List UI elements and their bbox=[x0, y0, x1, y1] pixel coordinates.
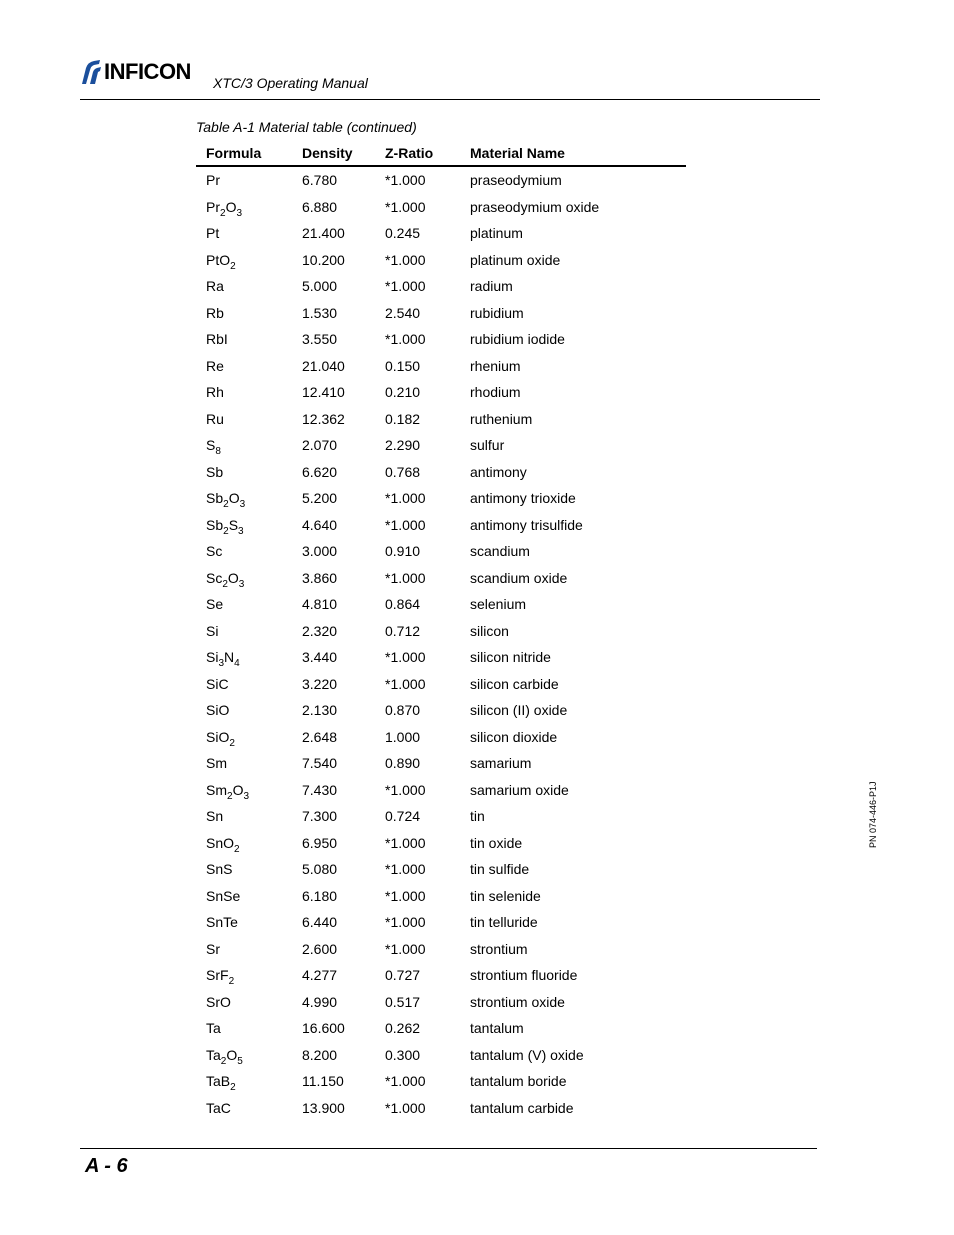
table-row bbox=[196, 1015, 686, 1042]
density-cell: 4.277 bbox=[302, 967, 338, 984]
z-ratio-cell: 0.300 bbox=[385, 1046, 421, 1063]
material-name-cell: rubidium iodide bbox=[470, 331, 565, 348]
table-row bbox=[196, 724, 686, 751]
formula-text: Re bbox=[206, 357, 224, 374]
formula-subscript: 2 bbox=[220, 1055, 227, 1067]
formula-text: RbI bbox=[206, 331, 228, 348]
formula-subscript: 2 bbox=[220, 207, 226, 219]
formula-cell bbox=[196, 702, 302, 718]
formula-cell bbox=[196, 1100, 302, 1116]
formula-subscript: 2 bbox=[228, 976, 235, 988]
table-row bbox=[196, 644, 686, 671]
formula-cell bbox=[196, 225, 302, 241]
formula-text: SrO bbox=[206, 993, 231, 1010]
formula-cell bbox=[196, 411, 302, 427]
material-name-cell: tantalum (V) oxide bbox=[470, 1046, 584, 1063]
table-row bbox=[196, 883, 686, 910]
formula-text: SrF bbox=[206, 967, 229, 984]
formula-cell bbox=[196, 596, 302, 612]
density-cell: 6.780 bbox=[302, 172, 338, 189]
formula-cell bbox=[196, 861, 302, 877]
density-cell: 3.550 bbox=[302, 331, 338, 348]
table-row bbox=[196, 750, 686, 777]
material-name-cell: tin sulfide bbox=[470, 861, 530, 878]
table-row bbox=[196, 326, 686, 353]
density-cell: 6.950 bbox=[302, 834, 338, 851]
material-name-cell: platinum bbox=[470, 225, 523, 242]
formula-text: TaC bbox=[206, 1099, 231, 1116]
formula-cell bbox=[196, 516, 302, 537]
density-cell: 5.000 bbox=[302, 278, 338, 295]
page-number: A - 6 bbox=[85, 1155, 128, 1177]
density-cell: 2.070 bbox=[302, 437, 338, 454]
density-cell: 4.640 bbox=[302, 516, 338, 533]
table-row bbox=[196, 989, 686, 1016]
formula-text: O bbox=[225, 198, 237, 215]
formula-cell bbox=[196, 251, 302, 272]
density-cell: 2.648 bbox=[302, 728, 338, 745]
column-header-material-name: Material Name bbox=[470, 145, 565, 161]
density-cell: 3.220 bbox=[302, 675, 338, 692]
formula-cell bbox=[196, 358, 302, 374]
z-ratio-cell: *1.000 bbox=[385, 331, 426, 348]
formula-text: TaB bbox=[206, 1073, 231, 1090]
formula-cell bbox=[196, 781, 302, 802]
material-name-cell: radium bbox=[470, 278, 513, 295]
header-divider bbox=[80, 99, 820, 100]
formula-text: Sc bbox=[206, 543, 223, 560]
z-ratio-cell: 0.910 bbox=[385, 543, 421, 560]
z-ratio-cell: *1.000 bbox=[385, 940, 426, 957]
density-cell: 1.530 bbox=[302, 304, 338, 321]
formula-subscript: 2 bbox=[234, 843, 240, 855]
formula-cell bbox=[196, 914, 302, 930]
table-row bbox=[196, 618, 686, 645]
table-body bbox=[196, 167, 686, 1121]
table-row bbox=[196, 512, 686, 539]
formula-cell bbox=[196, 888, 302, 904]
formula-text: PtO bbox=[206, 251, 231, 268]
formula-text: Sr bbox=[206, 940, 220, 957]
formula-cell bbox=[196, 941, 302, 957]
footer-divider bbox=[80, 1148, 817, 1149]
document-title: XTC/3 Operating Manual bbox=[213, 75, 368, 91]
table-row bbox=[196, 962, 686, 989]
table-row bbox=[196, 300, 686, 327]
table-row bbox=[196, 1042, 686, 1069]
z-ratio-cell: *1.000 bbox=[385, 861, 426, 878]
formula-subscript: 4 bbox=[234, 658, 240, 670]
z-ratio-cell: 0.727 bbox=[385, 967, 421, 984]
material-name-cell: scandium bbox=[470, 543, 530, 560]
material-name-cell: sulfur bbox=[470, 437, 505, 454]
table-row bbox=[196, 909, 686, 936]
formula-subscript: 2 bbox=[227, 790, 233, 802]
table-header-row bbox=[196, 141, 686, 167]
density-cell: 10.200 bbox=[302, 251, 345, 268]
material-name-cell: tantalum boride bbox=[470, 1073, 567, 1090]
density-cell: 6.880 bbox=[302, 198, 338, 215]
material-name-cell: selenium bbox=[470, 596, 527, 613]
table-row bbox=[196, 803, 686, 830]
formula-subscript: 3 bbox=[236, 207, 243, 219]
table-row bbox=[196, 273, 686, 300]
formula-text: Sb bbox=[206, 490, 224, 507]
density-cell: 3.440 bbox=[302, 649, 338, 666]
formula-text: Rh bbox=[206, 384, 224, 401]
table-caption: Table A-1 Material table (continued) bbox=[196, 119, 417, 135]
formula-subscript: 3 bbox=[243, 790, 250, 802]
formula-text: S bbox=[206, 437, 216, 454]
part-number-note: PN 074-446-P1J bbox=[868, 781, 878, 848]
table-row bbox=[196, 459, 686, 486]
formula-cell bbox=[196, 543, 302, 559]
material-name-cell: tin bbox=[470, 808, 485, 825]
material-name-cell: silicon carbide bbox=[470, 675, 559, 692]
formula-cell bbox=[196, 1046, 302, 1067]
z-ratio-cell: *1.000 bbox=[385, 172, 426, 189]
z-ratio-cell: 0.182 bbox=[385, 410, 421, 427]
z-ratio-cell: 0.517 bbox=[385, 993, 421, 1010]
formula-text: Ta bbox=[206, 1020, 221, 1037]
material-name-cell: strontium oxide bbox=[470, 993, 565, 1010]
material-name-cell: antimony trisulfide bbox=[470, 516, 583, 533]
formula-cell bbox=[196, 305, 302, 321]
formula-subscript: 2 bbox=[230, 260, 236, 272]
z-ratio-cell: *1.000 bbox=[385, 569, 426, 586]
z-ratio-cell: 0.870 bbox=[385, 702, 421, 719]
z-ratio-cell: *1.000 bbox=[385, 781, 426, 798]
density-cell: 21.400 bbox=[302, 225, 345, 242]
formula-cell bbox=[196, 623, 302, 639]
table-row bbox=[196, 671, 686, 698]
material-name-cell: praseodymium bbox=[470, 172, 562, 189]
formula-text: SiC bbox=[206, 675, 229, 692]
formula-text: Sb bbox=[206, 516, 224, 533]
formula-cell bbox=[196, 437, 302, 458]
formula-cell bbox=[196, 490, 302, 511]
table-row bbox=[196, 1068, 686, 1095]
density-cell: 6.180 bbox=[302, 887, 338, 904]
formula-text: SnSe bbox=[206, 887, 241, 904]
material-name-cell: tin telluride bbox=[470, 914, 538, 931]
z-ratio-cell: 0.210 bbox=[385, 384, 421, 401]
formula-subscript: 3 bbox=[238, 525, 244, 537]
z-ratio-cell: *1.000 bbox=[385, 490, 426, 507]
z-ratio-cell: 0.864 bbox=[385, 596, 421, 613]
density-cell: 7.540 bbox=[302, 755, 338, 772]
formula-text: Si bbox=[206, 622, 219, 639]
formula-text: Pr bbox=[206, 198, 220, 215]
formula-subscript: 3 bbox=[238, 578, 245, 590]
table-row bbox=[196, 432, 686, 459]
density-cell: 3.860 bbox=[302, 569, 338, 586]
table-row bbox=[196, 856, 686, 883]
material-name-cell: silicon dioxide bbox=[470, 728, 558, 745]
z-ratio-cell: *1.000 bbox=[385, 675, 426, 692]
table-row bbox=[196, 247, 686, 274]
z-ratio-cell: 2.540 bbox=[385, 304, 421, 321]
z-ratio-cell: *1.000 bbox=[385, 1073, 426, 1090]
inficon-logo-mark-icon bbox=[80, 60, 102, 84]
formula-text: Sm bbox=[206, 755, 227, 772]
formula-cell bbox=[196, 676, 302, 692]
table-row bbox=[196, 1095, 686, 1122]
material-name-cell: tantalum bbox=[470, 1020, 524, 1037]
material-name-cell: rhenium bbox=[470, 357, 521, 374]
material-name-cell: strontium fluoride bbox=[470, 967, 578, 984]
material-name-cell: strontium bbox=[470, 940, 528, 957]
formula-cell bbox=[196, 1020, 302, 1036]
formula-subscript: 8 bbox=[215, 446, 221, 458]
density-cell: 7.430 bbox=[302, 781, 338, 798]
formula-cell bbox=[196, 649, 302, 670]
density-cell: 12.362 bbox=[302, 410, 345, 427]
formula-text: O bbox=[227, 569, 239, 586]
formula-text: Sn bbox=[206, 808, 224, 825]
formula-cell bbox=[196, 198, 302, 219]
column-header-formula: Formula bbox=[206, 145, 262, 161]
material-name-cell: scandium oxide bbox=[470, 569, 568, 586]
z-ratio-cell: *1.000 bbox=[385, 649, 426, 666]
density-cell: 2.600 bbox=[302, 940, 338, 957]
formula-subscript: 2 bbox=[230, 1082, 236, 1094]
inficon-logo bbox=[80, 59, 191, 85]
formula-cell bbox=[196, 834, 302, 855]
formula-text: Pr bbox=[206, 172, 220, 189]
density-cell: 6.440 bbox=[302, 914, 338, 931]
formula-cell bbox=[196, 384, 302, 400]
formula-subscript: 2 bbox=[223, 499, 229, 511]
formula-cell bbox=[196, 808, 302, 824]
table-row bbox=[196, 565, 686, 592]
z-ratio-cell: *1.000 bbox=[385, 887, 426, 904]
formula-text: Sc bbox=[206, 569, 223, 586]
formula-subscript: 3 bbox=[218, 658, 225, 670]
formula-text: Sb bbox=[206, 463, 224, 480]
density-cell: 2.130 bbox=[302, 702, 338, 719]
formula-subscript: 2 bbox=[229, 737, 235, 749]
formula-cell bbox=[196, 994, 302, 1010]
density-cell: 12.410 bbox=[302, 384, 345, 401]
density-cell: 6.620 bbox=[302, 463, 338, 480]
z-ratio-cell: 0.245 bbox=[385, 225, 421, 242]
z-ratio-cell: 0.768 bbox=[385, 463, 421, 480]
table-row bbox=[196, 406, 686, 433]
z-ratio-cell: *1.000 bbox=[385, 278, 426, 295]
formula-text: Sm bbox=[206, 781, 227, 798]
formula-cell bbox=[196, 967, 302, 988]
density-cell: 8.200 bbox=[302, 1046, 338, 1063]
formula-text: SnO bbox=[206, 834, 235, 851]
density-cell: 2.320 bbox=[302, 622, 338, 639]
z-ratio-cell: 0.890 bbox=[385, 755, 421, 772]
table-row bbox=[196, 697, 686, 724]
formula-text: SnTe bbox=[206, 914, 238, 931]
formula-text: Ra bbox=[206, 278, 224, 295]
formula-text: SnS bbox=[206, 861, 233, 878]
formula-cell bbox=[196, 464, 302, 480]
formula-text: Rb bbox=[206, 304, 224, 321]
formula-text: Pt bbox=[206, 225, 220, 242]
density-cell: 11.150 bbox=[302, 1073, 344, 1090]
z-ratio-cell: 0.712 bbox=[385, 622, 421, 639]
logo-text: INFICON bbox=[104, 59, 191, 84]
formula-subscript: 2 bbox=[222, 578, 228, 590]
z-ratio-cell: *1.000 bbox=[385, 834, 426, 851]
z-ratio-cell: 1.000 bbox=[385, 728, 421, 745]
z-ratio-cell: *1.000 bbox=[385, 198, 426, 215]
table-row bbox=[196, 777, 686, 804]
formula-text: Ru bbox=[206, 410, 224, 427]
material-name-cell: praseodymium oxide bbox=[470, 198, 600, 215]
table-row bbox=[196, 485, 686, 512]
formula-text: Se bbox=[206, 596, 224, 613]
formula-cell bbox=[196, 278, 302, 294]
density-cell: 7.300 bbox=[302, 808, 338, 825]
formula-cell bbox=[196, 755, 302, 771]
material-name-cell: tin selenide bbox=[470, 887, 541, 904]
table-row bbox=[196, 830, 686, 857]
density-cell: 13.900 bbox=[302, 1099, 345, 1116]
z-ratio-cell: *1.000 bbox=[385, 914, 426, 931]
formula-text: SiO bbox=[206, 728, 230, 745]
formula-subscript: 2 bbox=[223, 525, 229, 537]
formula-subscript: 3 bbox=[239, 499, 246, 511]
table-row bbox=[196, 936, 686, 963]
density-cell: 16.600 bbox=[302, 1020, 345, 1037]
z-ratio-cell: 0.150 bbox=[385, 357, 421, 374]
material-name-cell: rhodium bbox=[470, 384, 521, 401]
density-cell: 5.080 bbox=[302, 861, 338, 878]
column-header-density: Density bbox=[302, 145, 353, 161]
z-ratio-cell: *1.000 bbox=[385, 1099, 426, 1116]
z-ratio-cell: 0.262 bbox=[385, 1020, 421, 1037]
z-ratio-cell: 0.724 bbox=[385, 808, 421, 825]
material-name-cell: silicon (II) oxide bbox=[470, 702, 568, 719]
material-name-cell: rubidium bbox=[470, 304, 524, 321]
material-name-cell: platinum oxide bbox=[470, 251, 561, 268]
formula-text: Si bbox=[206, 649, 219, 666]
density-cell: 5.200 bbox=[302, 490, 338, 507]
material-name-cell: tantalum carbide bbox=[470, 1099, 574, 1116]
table-row bbox=[196, 353, 686, 380]
formula-cell bbox=[196, 569, 302, 590]
table-row bbox=[196, 167, 686, 194]
formula-cell bbox=[196, 728, 302, 749]
formula-text: Ta bbox=[206, 1046, 221, 1063]
material-name-cell: samarium bbox=[470, 755, 532, 772]
material-table bbox=[196, 141, 686, 1121]
formula-cell bbox=[196, 172, 302, 188]
formula-text: N bbox=[224, 649, 235, 666]
formula-cell bbox=[196, 1073, 302, 1094]
formula-text: O bbox=[228, 490, 240, 507]
formula-text: O bbox=[226, 1046, 238, 1063]
table-row bbox=[196, 379, 686, 406]
material-name-cell: silicon bbox=[470, 622, 509, 639]
material-name-cell: tin oxide bbox=[470, 834, 523, 851]
z-ratio-cell: 2.290 bbox=[385, 437, 421, 454]
material-name-cell: antimony bbox=[470, 463, 527, 480]
formula-text: S bbox=[228, 516, 239, 533]
density-cell: 3.000 bbox=[302, 543, 338, 560]
table-row bbox=[196, 591, 686, 618]
table-row bbox=[196, 220, 686, 247]
formula-cell bbox=[196, 331, 302, 347]
table-row bbox=[196, 194, 686, 221]
density-cell: 4.810 bbox=[302, 596, 338, 613]
density-cell: 4.990 bbox=[302, 993, 338, 1010]
material-name-cell: ruthenium bbox=[470, 410, 533, 427]
formula-text: SiO bbox=[206, 702, 230, 719]
column-header-z-ratio: Z-Ratio bbox=[385, 145, 434, 161]
material-name-cell: silicon nitride bbox=[470, 649, 551, 666]
material-name-cell: samarium oxide bbox=[470, 781, 569, 798]
density-cell: 21.040 bbox=[302, 357, 345, 374]
table-row bbox=[196, 538, 686, 565]
material-name-cell: antimony trioxide bbox=[470, 490, 576, 507]
z-ratio-cell: *1.000 bbox=[385, 516, 426, 533]
formula-text: O bbox=[232, 781, 244, 798]
formula-subscript: 5 bbox=[237, 1055, 243, 1067]
z-ratio-cell: *1.000 bbox=[385, 251, 426, 268]
